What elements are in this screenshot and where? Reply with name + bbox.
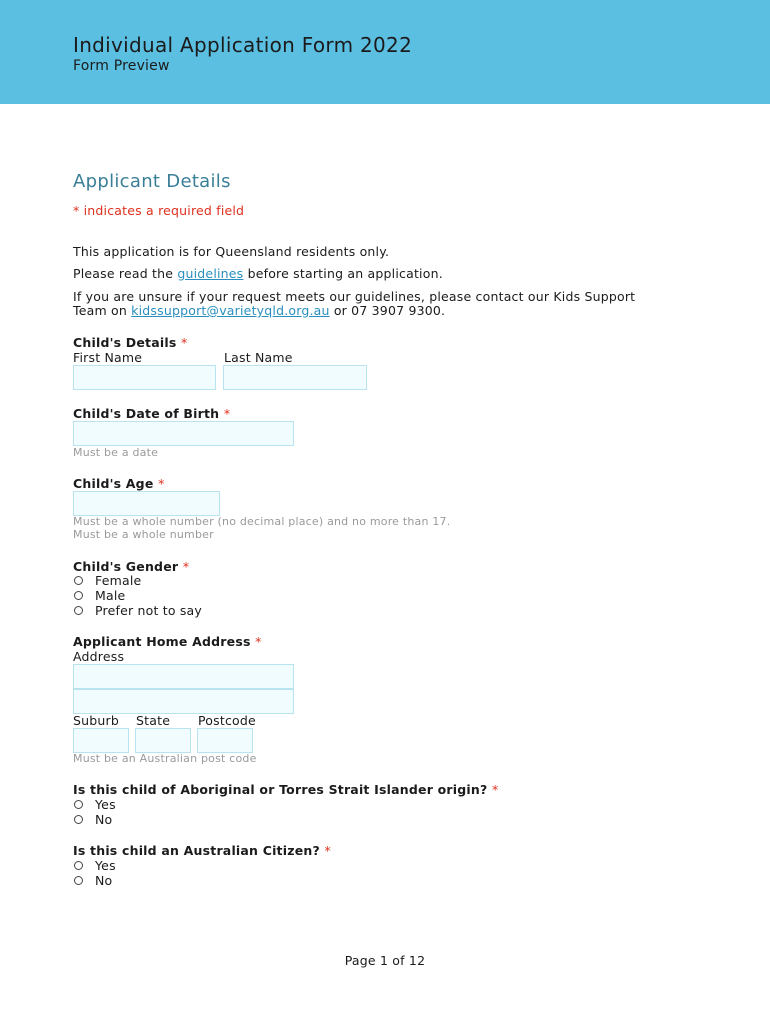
citizen-label — [73, 843, 331, 858]
required-marker: * — [324, 843, 331, 858]
aboriginal-option-yes[interactable] — [73, 797, 116, 812]
intro-text: before starting an application. — [243, 266, 443, 281]
age-label — [73, 476, 165, 491]
age-hint-2: Must be a whole number — [73, 528, 214, 541]
address-label — [73, 634, 262, 649]
intro-line-1: This application is for Queensland residents only. — [73, 244, 390, 259]
required-marker: * — [492, 782, 499, 797]
state-input[interactable] — [135, 728, 191, 753]
gender-option-male[interactable] — [73, 588, 125, 603]
radio-button[interactable] — [74, 861, 83, 870]
radio-button[interactable] — [74, 876, 83, 885]
label-text: Applicant Home Address — [73, 634, 251, 649]
required-marker: * — [182, 559, 190, 574]
age-hint-1: Must be a whole number (no decimal place) and no more than 17. — [73, 515, 451, 528]
guidelines-link[interactable]: guidelines — [177, 266, 244, 281]
required-marker: * — [158, 476, 165, 491]
option-label: Yes — [95, 797, 116, 812]
radio-button[interactable] — [74, 800, 83, 809]
form-header — [0, 0, 770, 104]
required-marker: * — [181, 335, 188, 350]
intro-text: or 07 3907 9300. — [329, 303, 446, 318]
label-text: Child's Gender — [73, 559, 179, 574]
intro-text: If you are unsure if your request meets our guidelines, please contact our Kids Support — [73, 289, 636, 304]
label-text: Is this child of Aboriginal or Torres Strait Islander origin? — [73, 782, 488, 797]
option-label: No — [95, 812, 113, 827]
age-input[interactable] — [73, 491, 220, 516]
email-link[interactable]: kidssupport@varietyqld.org.au — [131, 303, 330, 318]
intro-line-3 — [73, 290, 635, 318]
label-text: Child's Age — [73, 476, 154, 491]
form-title: Individual Application Form 2022 — [73, 33, 413, 57]
last-name-input[interactable] — [223, 365, 367, 390]
gender-option-prefer-not[interactable] — [73, 603, 202, 618]
aboriginal-option-no[interactable] — [73, 812, 112, 827]
label-text: Is this child an Australian Citizen? — [73, 843, 320, 858]
suburb-label: Suburb — [73, 713, 119, 728]
option-label: Female — [95, 573, 142, 588]
citizen-option-no[interactable] — [73, 873, 112, 888]
child-details-label — [73, 335, 188, 350]
label-text: Child's Date of Birth — [73, 406, 220, 421]
postcode-label: Postcode — [198, 713, 256, 728]
page-number: Page 1 of 12 — [344, 953, 426, 968]
address-sublabel: Address — [73, 649, 125, 664]
first-name-label: First Name — [73, 350, 143, 365]
required-marker: * — [255, 634, 262, 649]
option-label: No — [95, 873, 113, 888]
aboriginal-label — [73, 782, 498, 797]
suburb-input[interactable] — [73, 728, 129, 753]
gender-option-female[interactable] — [73, 573, 141, 588]
section-title: Applicant Details — [73, 171, 231, 192]
postcode-hint: Must be an Australian post code — [73, 752, 257, 765]
radio-button[interactable] — [74, 576, 83, 585]
address-line-2-input[interactable] — [73, 689, 294, 714]
option-label: Male — [95, 588, 126, 603]
intro-text: Team on — [73, 303, 132, 318]
dob-input[interactable] — [73, 421, 294, 446]
form-subtitle: Form Preview — [73, 58, 170, 74]
gender-label — [73, 559, 189, 574]
citizen-option-yes[interactable] — [73, 858, 116, 873]
required-marker: * — [223, 406, 231, 421]
dob-hint: Must be a date — [73, 446, 159, 459]
option-label: Yes — [95, 858, 116, 873]
state-label: State — [136, 713, 171, 728]
postcode-input[interactable] — [197, 728, 253, 753]
label-text: Child's Details — [73, 335, 177, 350]
address-line-1-input[interactable] — [73, 664, 294, 689]
first-name-input[interactable] — [73, 365, 216, 390]
last-name-label: Last Name — [224, 350, 293, 365]
option-label: Prefer not to say — [95, 603, 203, 618]
radio-button[interactable] — [74, 606, 83, 615]
intro-line-2 — [73, 267, 443, 281]
required-field-note: * indicates a required field — [73, 203, 245, 218]
dob-label — [73, 406, 230, 421]
radio-button[interactable] — [74, 591, 83, 600]
intro-text: Please read the — [73, 266, 178, 281]
radio-button[interactable] — [74, 815, 83, 824]
